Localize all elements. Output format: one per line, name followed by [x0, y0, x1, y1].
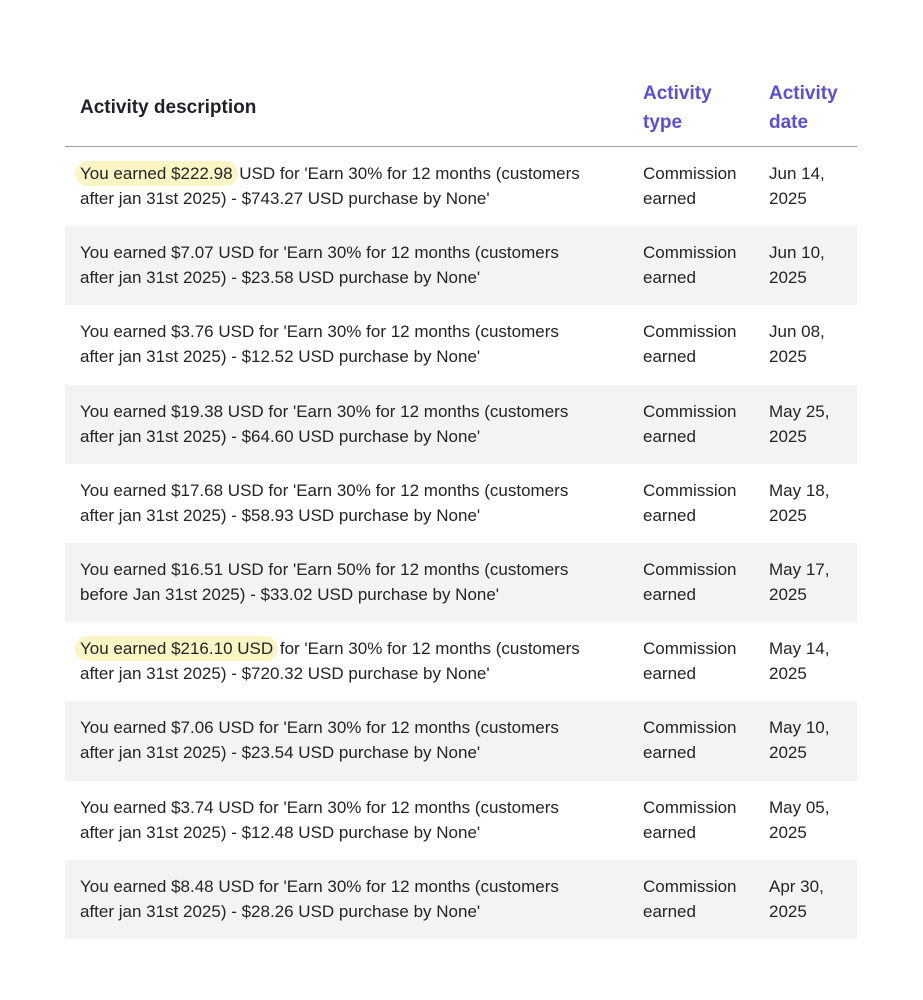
table-row [65, 226, 857, 305]
activity-date-text: Jun 10, [769, 243, 825, 263]
activity-date-cell [755, 478, 857, 528]
activity-date-text: Apr 30, [769, 876, 824, 896]
activity-type-text: Commission [643, 559, 737, 579]
description-line-2: after jan 31st 2025) - $23.58 USD purchase by None' [80, 268, 481, 288]
activity-date-text: 2025 [769, 664, 807, 684]
header-activity-description: Activity description [80, 97, 257, 118]
activity-date-text: 2025 [769, 901, 807, 921]
activity-type-cell [629, 161, 755, 211]
description-line-2: after jan 31st 2025) - $743.27 USD purchase by None' [80, 189, 490, 208]
description-line-2: after jan 31st 2025) - $28.26 USD purchase by None' [80, 901, 481, 921]
activity-date-cell [755, 636, 857, 686]
activity-type-text: Commission [643, 243, 737, 263]
table-body [65, 147, 857, 939]
description-line-2: before Jan 31st 2025) - $33.02 USD purchase by None' [80, 584, 500, 604]
earned-amount-highlight: You earned $216.10 USD [80, 639, 274, 659]
activity-description-cell [65, 399, 629, 449]
description-line-1 [80, 161, 619, 186]
header-activity-type-line1: Activity [643, 83, 712, 104]
activity-description-cell [65, 319, 629, 369]
description-line-1 [80, 240, 619, 265]
activity-date-text: 2025 [769, 426, 807, 446]
activity-type-text: earned [643, 189, 696, 208]
activity-date-text: 2025 [769, 822, 807, 842]
table-row [65, 147, 857, 226]
activity-type-text: earned [643, 505, 696, 525]
activity-description-cell [65, 715, 629, 765]
description-line-2: after jan 31st 2025) - $23.54 USD purchase by None' [80, 743, 481, 763]
activity-type-text: earned [643, 664, 696, 684]
header-activity-date-line2: date [769, 112, 809, 133]
header-activity-type-line2: type [643, 112, 683, 133]
activity-type-text: Commission [643, 876, 737, 896]
activity-description-cell [65, 795, 629, 845]
activity-date-cell [755, 715, 857, 765]
header-activity-date-line1: Activity [769, 83, 838, 104]
activity-description-cell [65, 874, 629, 924]
description-line-1 [80, 874, 619, 899]
activity-date-cell [755, 795, 857, 845]
table-row [65, 385, 857, 464]
activity-date-text: May 25, [769, 401, 830, 421]
description-line-1 [80, 795, 619, 820]
header-activity-date-sort[interactable] [755, 79, 857, 137]
activity-type-text: Commission [643, 639, 737, 659]
activity-date-text: 2025 [769, 743, 807, 763]
activity-type-text: Commission [643, 797, 737, 817]
activity-date-cell [755, 557, 857, 607]
activity-type-text: Commission [643, 480, 737, 500]
description-line-2: after jan 31st 2025) - $12.48 USD purchase by None' [80, 822, 481, 842]
activity-date-text: 2025 [769, 268, 807, 288]
activity-date-text: 2025 [769, 347, 807, 367]
description-text: You earned $19.38 USD for 'Earn 30% for 12 months (customers [80, 401, 569, 421]
activity-type-text: Commission [643, 401, 737, 421]
activity-description-cell [65, 240, 629, 290]
activity-type-cell [629, 478, 755, 528]
description-line-2: after jan 31st 2025) - $12.52 USD purchase by None' [80, 347, 481, 367]
activity-type-cell [629, 557, 755, 607]
activity-type-text: earned [643, 347, 696, 367]
activity-type-cell [629, 240, 755, 290]
activity-date-text: 2025 [769, 189, 807, 208]
activity-type-text: earned [643, 268, 696, 288]
activity-type-cell [629, 874, 755, 924]
description-text: You earned $17.68 USD for 'Earn 30% for 12 months (customers [80, 480, 569, 500]
description-line-1 [80, 399, 619, 424]
activity-type-cell [629, 399, 755, 449]
description-line-1 [80, 319, 619, 344]
activity-type-cell [629, 795, 755, 845]
activity-type-text: earned [643, 901, 696, 921]
description-line-1 [80, 478, 619, 503]
activity-description-cell [65, 161, 629, 211]
activity-type-text: earned [643, 584, 696, 604]
activity-type-cell [629, 636, 755, 686]
activity-date-text: May 14, [769, 639, 830, 659]
table-row [65, 543, 857, 622]
activity-description-cell [65, 636, 629, 686]
activity-table [65, 70, 857, 939]
table-row [65, 701, 857, 780]
activity-date-cell [755, 319, 857, 369]
description-text: You earned $8.48 USD for 'Earn 30% for 12 months (customers [80, 876, 559, 896]
description-text: USD for 'Earn 30% for 12 months (customers [234, 164, 580, 183]
description-line-2: after jan 31st 2025) - $64.60 USD purchase by None' [80, 426, 481, 446]
activity-type-text: Commission [643, 322, 737, 342]
earned-amount-highlight: You earned $222.98 [80, 164, 233, 183]
activity-date-cell [755, 161, 857, 211]
activity-date-text: 2025 [769, 505, 807, 525]
activity-description-cell [65, 478, 629, 528]
description-text: You earned $3.76 USD for 'Earn 30% for 12 months (customers [80, 322, 559, 342]
activity-date-cell [755, 874, 857, 924]
activity-type-text: earned [643, 743, 696, 763]
table-row [65, 305, 857, 384]
description-line-1 [80, 636, 619, 661]
description-line-1 [80, 715, 619, 740]
description-line-2: after jan 31st 2025) - $720.32 USD purchase by None' [80, 664, 490, 684]
activity-date-text: May 17, [769, 559, 830, 579]
table-header [65, 70, 857, 147]
activity-date-cell [755, 399, 857, 449]
activity-date-cell [755, 240, 857, 290]
description-line-2: after jan 31st 2025) - $58.93 USD purchase by None' [80, 505, 481, 525]
activity-date-text: May 05, [769, 797, 830, 817]
header-activity-type-sort[interactable] [629, 79, 755, 137]
description-text: You earned $7.06 USD for 'Earn 30% for 12 months (customers [80, 718, 559, 738]
activity-type-cell [629, 715, 755, 765]
activity-type-cell [629, 319, 755, 369]
activity-date-text: Jun 14, [769, 164, 825, 183]
activity-type-text: earned [643, 822, 696, 842]
description-text: for 'Earn 30% for 12 months (customers [275, 639, 580, 659]
table-row [65, 860, 857, 939]
description-text: You earned $16.51 USD for 'Earn 50% for 12 months (customers [80, 559, 569, 579]
table-row [65, 781, 857, 860]
activity-date-text: May 10, [769, 718, 830, 738]
activity-date-text: Jun 08, [769, 322, 825, 342]
table-row [65, 622, 857, 701]
activity-type-text: earned [643, 426, 696, 446]
activity-date-text: 2025 [769, 584, 807, 604]
description-text: You earned $3.74 USD for 'Earn 30% for 12 months (customers [80, 797, 559, 817]
description-line-1 [80, 557, 619, 582]
activity-type-text: Commission [643, 164, 737, 183]
table-row [65, 464, 857, 543]
description-text: You earned $7.07 USD for 'Earn 30% for 12 months (customers [80, 243, 559, 263]
activity-type-text: Commission [643, 718, 737, 738]
activity-date-text: May 18, [769, 480, 830, 500]
activity-description-cell [65, 557, 629, 607]
